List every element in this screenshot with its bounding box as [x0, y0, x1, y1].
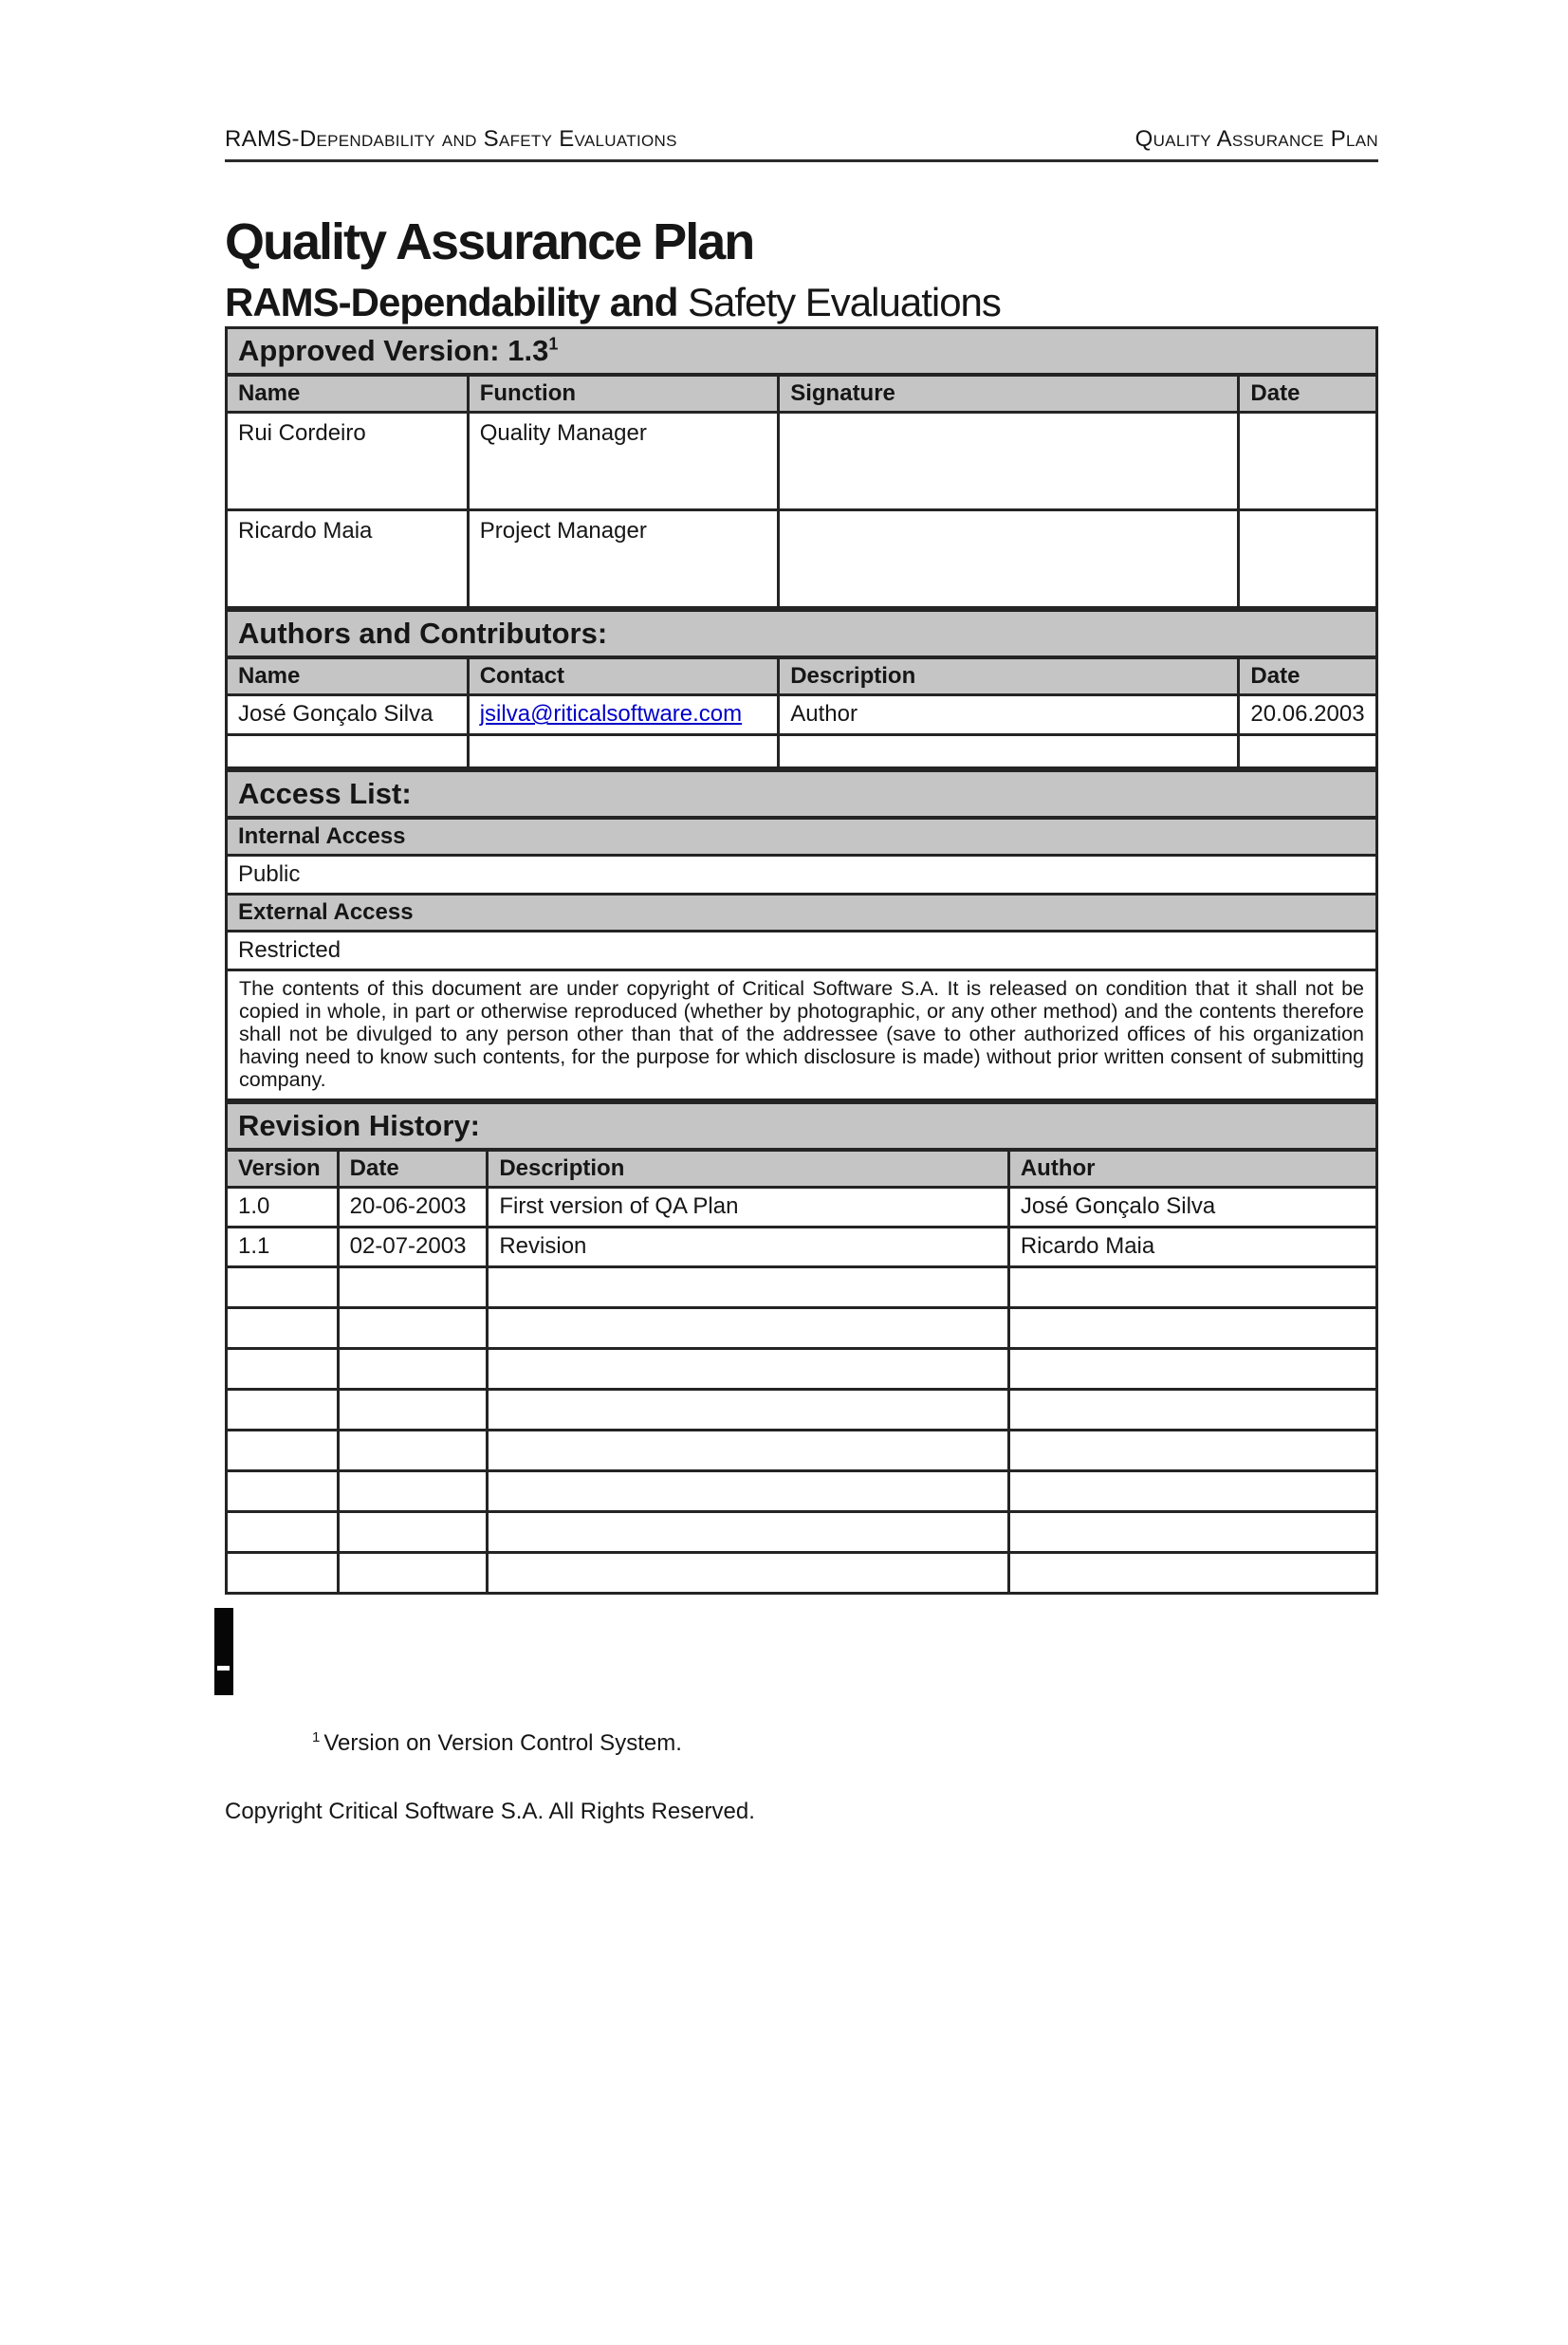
empty-cell: [227, 1511, 339, 1552]
column-header-function: Function: [468, 375, 779, 413]
empty-cell: [227, 1307, 339, 1348]
signature-cell: [779, 509, 1239, 607]
column-header-date: Date: [338, 1150, 488, 1188]
name-cell: José Gonçalo Silva: [227, 694, 469, 734]
empty-cell: [338, 1511, 488, 1552]
document-subtitle: [225, 280, 1378, 325]
table-title-row: [227, 610, 1377, 657]
external-access-label: External Access: [227, 894, 1377, 931]
table-title-row: [227, 1102, 1377, 1150]
column-header-name: Name: [227, 657, 469, 695]
table-row: [227, 509, 1377, 607]
column-header-version: Version: [227, 1150, 339, 1188]
description-cell: First version of QA Plan: [488, 1187, 1008, 1227]
subtitle-regular-part: Safety Evaluations: [677, 280, 1001, 325]
empty-cell: [488, 1511, 1008, 1552]
footnote: [225, 1729, 1378, 1757]
empty-cell: [1008, 1348, 1376, 1389]
signature-cell: [779, 412, 1239, 509]
footnote-ref-marker: 1: [548, 334, 559, 354]
table-row-empty: [227, 1470, 1377, 1511]
external-access-value-row: [227, 931, 1377, 969]
empty-cell: [488, 1430, 1008, 1470]
table-row-empty: [227, 1430, 1377, 1470]
table-title-row: [227, 770, 1377, 818]
empty-cell: [338, 1470, 488, 1511]
page-footer: Copyright Critical Software S.A. All Rights Reserved.: [225, 1798, 755, 1824]
empty-cell: [1008, 1470, 1376, 1511]
version-cell: 1.0: [227, 1187, 339, 1227]
internal-access-row: [227, 818, 1377, 856]
empty-cell: [488, 1552, 1008, 1593]
date-cell: 20.06.2003: [1239, 694, 1377, 734]
column-header-signature: Signature: [779, 375, 1239, 413]
empty-cell: [338, 1307, 488, 1348]
table-row: [227, 1227, 1377, 1266]
column-header-description: Description: [779, 657, 1239, 695]
description-cell: Author: [779, 694, 1239, 734]
subtitle-bold-part: RAMS-Dependability and: [225, 280, 678, 325]
empty-cell: [1008, 1511, 1376, 1552]
black-margin-marker: [214, 1608, 233, 1695]
empty-cell: [1008, 1389, 1376, 1430]
column-header-date: Date: [1239, 657, 1377, 695]
description-cell: Revision: [488, 1227, 1008, 1266]
empty-cell: [1008, 1266, 1376, 1307]
name-cell: Rui Cordeiro: [227, 412, 469, 509]
author-cell: Ricardo Maia: [1008, 1227, 1376, 1266]
external-access-value: Restricted: [227, 931, 1377, 969]
date-cell: [1239, 412, 1377, 509]
authors-title: Authors and Contributors:: [227, 610, 1377, 657]
table-row-empty: [227, 1511, 1377, 1552]
approved-version-title-text: Approved Version: 1.3: [238, 333, 549, 367]
date-cell: [1239, 509, 1377, 607]
internal-access-value-row: [227, 855, 1377, 894]
access-list-title: Access List:: [227, 770, 1377, 818]
empty-cell: [227, 1430, 339, 1470]
column-header-row: [227, 1150, 1377, 1188]
column-header-author: Author: [1008, 1150, 1376, 1188]
empty-cell: [1008, 1430, 1376, 1470]
empty-cell: [227, 734, 469, 767]
empty-cell: [488, 1266, 1008, 1307]
internal-access-label: Internal Access: [227, 818, 1377, 856]
column-header-contact: Contact: [468, 657, 779, 695]
empty-cell: [1239, 734, 1377, 767]
column-header-description: Description: [488, 1150, 1008, 1188]
table-row: [227, 1187, 1377, 1227]
empty-cell: [227, 1266, 339, 1307]
function-cell: Quality Manager: [468, 412, 779, 509]
empty-cell: [227, 1470, 339, 1511]
empty-cell: [338, 1552, 488, 1593]
external-access-row: [227, 894, 1377, 931]
empty-cell: [338, 1430, 488, 1470]
empty-cell: [1008, 1307, 1376, 1348]
revision-history-title: Revision History:: [227, 1102, 1377, 1150]
email-link[interactable]: jsilva@riticalsoftware.com: [479, 701, 743, 728]
table-row-empty: [227, 734, 1377, 767]
approved-version-table: [225, 326, 1378, 609]
empty-cell: [1008, 1552, 1376, 1593]
copyright-notice-row: [227, 969, 1377, 1099]
function-cell: Project Manager: [468, 509, 779, 607]
page-header: [225, 126, 1378, 162]
table-row-empty: [227, 1266, 1377, 1307]
table-row-empty: [227, 1307, 1377, 1348]
empty-cell: [488, 1307, 1008, 1348]
contact-cell: [468, 694, 779, 734]
header-left-text: RAMS-Dependability and Safety Evaluations: [225, 126, 677, 152]
column-header-name: Name: [227, 375, 469, 413]
access-list-table: [225, 769, 1378, 1101]
table-title-row: [227, 327, 1377, 375]
marker-white-dash: [217, 1666, 230, 1671]
approved-version-title: [227, 327, 1377, 375]
version-cell: 1.1: [227, 1227, 339, 1266]
name-cell: Ricardo Maia: [227, 509, 469, 607]
empty-cell: [468, 734, 779, 767]
author-cell: José Gonçalo Silva: [1008, 1187, 1376, 1227]
empty-cell: [779, 734, 1239, 767]
column-header-date: Date: [1239, 375, 1377, 413]
date-cell: 20-06-2003: [338, 1187, 488, 1227]
empty-cell: [488, 1470, 1008, 1511]
revision-history-table: [225, 1101, 1378, 1595]
empty-cell: [227, 1389, 339, 1430]
column-header-row: [227, 375, 1377, 413]
copyright-notice: The contents of this document are under copyright of Critical Software S.A. It is released on condition that it shall not be copied in whole, in part or otherwise reproduced (whether by photographic, or any other method) and the contents therefore shall not be divulged to any person other than that of the addressee (save to other authorized offices of his organization having need to know such contents, for the purpose for which disclosure is made) without prior written consent of submitting company.: [227, 969, 1377, 1099]
empty-cell: [338, 1389, 488, 1430]
table-row-empty: [227, 1552, 1377, 1593]
empty-cell: [338, 1266, 488, 1307]
empty-cell: [338, 1348, 488, 1389]
empty-cell: [488, 1389, 1008, 1430]
empty-cell: [488, 1348, 1008, 1389]
header-right-text: Quality Assurance Plan: [1134, 126, 1378, 152]
empty-cell: [227, 1552, 339, 1593]
document-title: Quality Assurance Plan: [225, 213, 754, 270]
internal-access-value: Public: [227, 855, 1377, 894]
column-header-row: [227, 657, 1377, 695]
table-row: [227, 694, 1377, 734]
table-row: [227, 412, 1377, 509]
date-cell: 02-07-2003: [338, 1227, 488, 1266]
document-page: [225, 126, 1378, 1825]
table-row-empty: [227, 1389, 1377, 1430]
empty-cell: [227, 1348, 339, 1389]
authors-contributors-table: [225, 609, 1378, 769]
footnote-text: Version on Version Control System.: [323, 1729, 682, 1756]
footnote-marker: 1: [312, 1728, 321, 1745]
table-row-empty: [227, 1348, 1377, 1389]
